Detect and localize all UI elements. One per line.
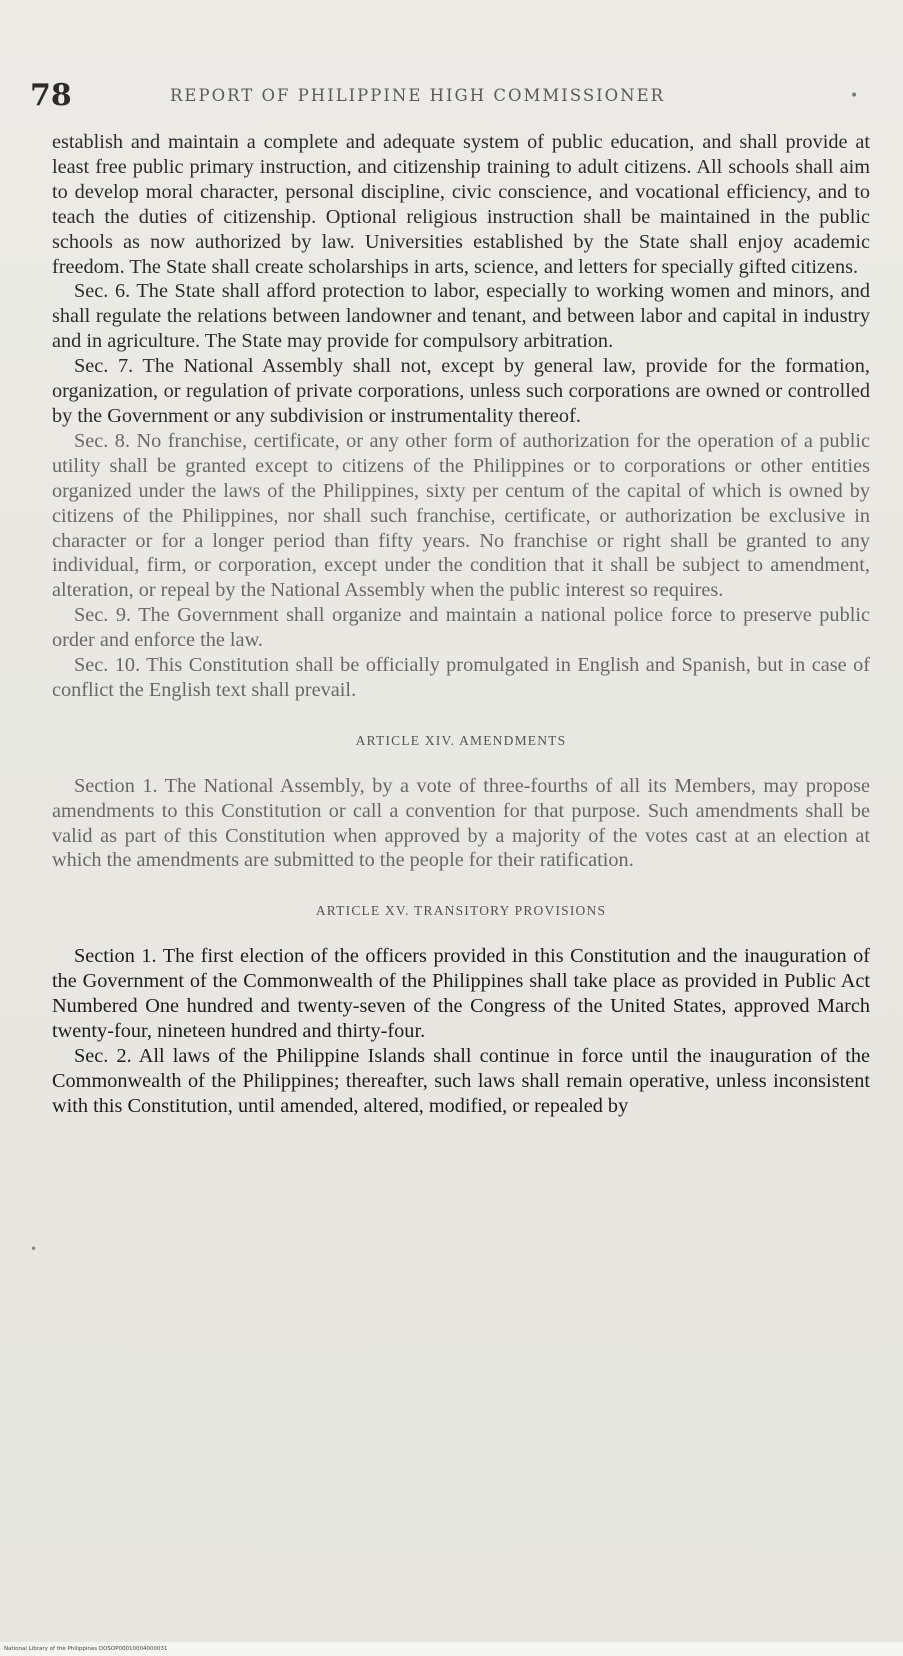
scan-footer: National Library of the Philippines DOSOP00010004000031 xyxy=(0,1642,903,1656)
section-7-paragraph: Sec. 7. The National Assembly shall not, except by general law, provide for the formation, organization, or regulation of private corporations, unless such corporations are owned or controlled by the Government or any subdivision or instrumentality thereof. xyxy=(52,355,870,427)
section-8-paragraph: Sec. 8. No franchise, certificate, or any other form of authorization for the operation of a public utility shall be granted except to citizens of the Philippines or to corporations or other entities organized under the laws of the Philippines, sixty per centum of the capital of which is owned by citizens of the Philippines, nor shall such franchise, certificate, or authorization be exclusive in character or for a longer period than fifty years. No franchise or right shall be granted to any individual, firm, or corporation, except under the condition that it shall be subject to amendment, alteration, or repeal by the National Assembly when the public interest so requires. xyxy=(52,429,870,602)
corner-mark: • xyxy=(850,88,859,104)
section-6-paragraph: Sec. 6. The State shall afford protection to labor, especially to working women and minors, and shall regulate the relations between landowner and tenant, and between labor and capital in industry and in agriculture. The State may provide for compulsory arbitration. xyxy=(52,280,870,353)
page-number: 78 xyxy=(30,78,72,113)
side-mark: • xyxy=(30,1242,38,1256)
article-15-section-2-paragraph: Sec. 2. All laws of the Philippine Islands shall continue in force until the inauguration of the Commonwealth of the Philippines; thereafter, such laws shall remain operative, unless inconsistent with this Constitution, until amended, altered, modified, or repealed by xyxy=(52,1044,870,1117)
article-15-heading: ARTICLE XV. TRANSITORY PROVISIONS xyxy=(315,903,607,919)
section-10-paragraph: Sec. 10. This Constitution shall be officially promulgated in English and Spanish, but in case of conflict the English text shall prevail. xyxy=(52,654,870,701)
section-9-paragraph: Sec. 9. The Government shall organize and maintain a national police force to preserve public order and enforce the law. xyxy=(52,604,870,652)
page-body xyxy=(52,130,870,1119)
article-14-section-1-paragraph: Section 1. The National Assembly, by a vote of three-fourths of all its Members, may propose amendments to this Constitution or call a convention for that purpose. Such amendments shall be valid as part of this Constitution when approved by a majority of the votes cast at an election at which the amendments are submitted to the people for their ratification. xyxy=(52,774,870,872)
page-header xyxy=(30,78,870,118)
article-14-heading: ARTICLE XIV. AMENDMENTS xyxy=(355,732,567,748)
article-15-section-1-paragraph: Section 1. The first election of the officers provided in this Constitution and the inauguration of the Government of the Commonwealth of the Philippines shall take place as provided in Public Act Numbered One hundred and twenty-seven of the Congress of the United States, approved March twenty-four, nineteen hundred and thirty-four. xyxy=(52,945,870,1042)
running-head: REPORT OF PHILIPPINE HIGH COMMISSIONER xyxy=(170,86,666,105)
continuation-paragraph: establish and maintain a complete and adequate system of public education, and shall provide at least free public primary instruction, and citizenship training to adult citizens. All schools shall aim to develop moral character, personal discipline, civic conscience, and vocational efficiency, and to teach the duties of citizenship. Optional religious instruction shall be maintained in the public schools as now authorized by law. Universities established by the State shall enjoy academic freedom. The State shall create scholarships in arts, science, and letters for specially gifted citizens. xyxy=(52,131,870,278)
